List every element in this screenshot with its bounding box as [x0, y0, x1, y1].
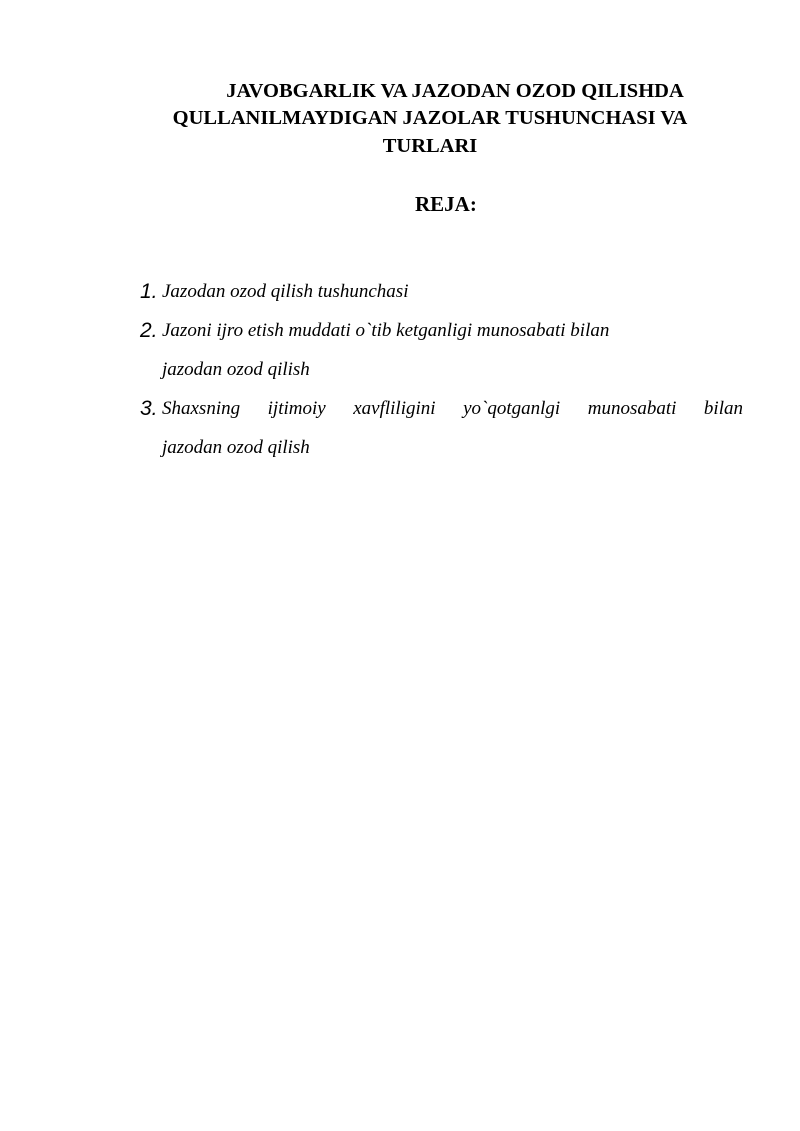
plan-item-number: 3. — [140, 397, 158, 420]
plan-item-text-line-2: jazodan ozod qilish — [162, 437, 310, 458]
plan-item-text-line-1: Jazoni ijro etish muddati o`tib ketganligi munosabati bilan — [162, 320, 610, 341]
plan-item-text-line-2: jazodan ozod qilish — [162, 359, 310, 380]
document-title-line-1: JAVOBGARLIK VA JAZODAN OZOD QILISHDA — [226, 80, 684, 102]
plan-item-number: 1. — [140, 280, 158, 303]
plan-item-3 — [140, 389, 743, 467]
plan-heading: REJA: — [415, 192, 477, 216]
plan-item-text: Jazodan ozod qilish tushunchasi — [162, 281, 409, 302]
document-title-line-3: TURLARI — [382, 135, 478, 157]
plan-item-1 — [140, 272, 743, 311]
plan-item-2 — [140, 311, 743, 389]
plan-list — [140, 272, 743, 467]
plan-item-text-line-1: Shaxsning ijtimoiy xavfliligini yo`qotganlgi munosabati bilan — [162, 398, 743, 419]
plan-item-number: 2. — [140, 319, 158, 342]
document-title-line-2: QULLANILMAYDIGAN JAZOLAR TUSHUNCHASI VA — [172, 107, 688, 129]
